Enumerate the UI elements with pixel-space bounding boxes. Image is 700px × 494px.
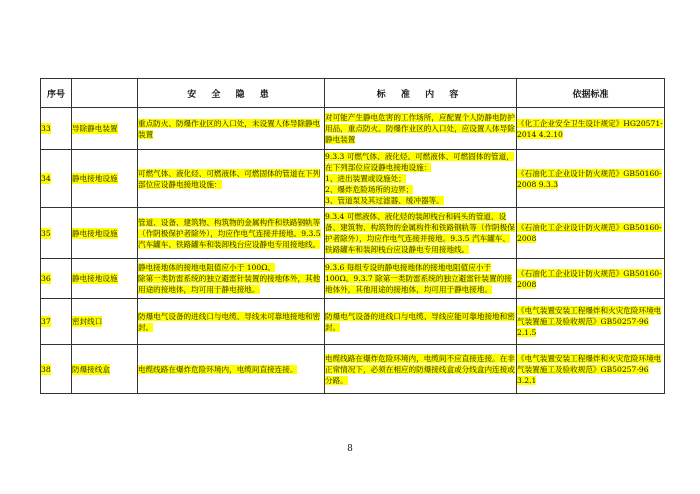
- row-standard-text: 对可能产生静电危害的工作场所，应配置个人防静电防护用品，重点防火、防爆作业区的入口处，应设置人体导除静电装置: [325, 113, 515, 144]
- row-hazard-text: 重点防火、防爆作业区的入口处，未设置人体导除静电装置: [138, 118, 321, 139]
- row-hazard-text-cell: [138, 208, 325, 259]
- row-hazard-text: 防爆电气设备的进线口与电缆、导线未可靠地接地和密封。: [138, 311, 321, 332]
- row-serial-number: 33: [41, 124, 51, 133]
- page-number: 8: [347, 444, 353, 454]
- row-basis-text-cell: [517, 150, 665, 208]
- row-item-name-cell: [72, 299, 138, 345]
- table-row: [41, 208, 665, 259]
- row-item-name: 密封线口: [72, 317, 103, 326]
- header-standard-content: 标 准 内 容: [325, 79, 517, 108]
- row-hazard-text: 静电接地体的接地电阻值应小于 100Ω。 除第一类防雷系统的独立避雷针装置的接地体外，其他用途的接地体，均可用于静电接地。: [138, 263, 321, 294]
- header-serial-number: 序号: [41, 79, 72, 108]
- row-serial-number-cell: [41, 150, 72, 208]
- row-hazard-text-cell: [138, 108, 325, 150]
- row-serial-number: 36: [41, 274, 51, 283]
- row-hazard-text-cell: [138, 150, 325, 208]
- row-serial-number-cell: [41, 259, 72, 299]
- row-serial-number: 34: [41, 174, 51, 183]
- row-basis-text-cell: [517, 108, 665, 150]
- row-hazard-text: 电缆线路在爆炸危险环境内，电缆间直接连接。: [138, 364, 298, 374]
- row-item-name-cell: [72, 208, 138, 259]
- row-standard-text-cell: [325, 208, 517, 259]
- row-standard-text: 防爆电气设备的进线口与电缆、导线应能可靠地接地和密封。: [325, 311, 515, 332]
- row-item-name-cell: [72, 345, 138, 394]
- row-item-name-cell: [72, 108, 138, 150]
- row-standard-text-cell: [325, 108, 517, 150]
- row-item-name: 静电接地设施: [72, 174, 118, 183]
- table-row: [41, 345, 665, 394]
- table-header-row: [41, 79, 665, 108]
- header-item-blank: [72, 79, 138, 108]
- row-basis-text-cell: [517, 259, 665, 299]
- row-item-name: 导除静电装置: [72, 124, 118, 133]
- header-safety-hazard: 安 全 隐 患: [138, 79, 325, 108]
- row-item-name: 静电接地设施: [72, 228, 118, 238]
- row-serial-number-cell: [41, 345, 72, 394]
- row-basis-text: 《电气装置安装工程爆炸和火灾危险环境电气装置施工及验收规范》GB50257-96 3.2.1: [517, 353, 662, 385]
- row-serial-number-cell: [41, 108, 72, 150]
- row-serial-number: 37: [41, 317, 51, 326]
- row-standard-text-cell: [325, 345, 517, 394]
- hazard-table: [40, 78, 665, 394]
- row-standard-text-cell: [325, 299, 517, 345]
- row-hazard-text-cell: [138, 299, 325, 345]
- table-row: [41, 108, 665, 150]
- row-basis-text-cell: [517, 208, 665, 259]
- row-basis-text: 《石油化工企业设计防火规范》GB50160-2008: [517, 223, 662, 243]
- row-basis-text: 《石油化工企业设计防火规范》GB50160-2008: [517, 268, 662, 289]
- row-serial-number: 35: [41, 228, 51, 238]
- row-serial-number-cell: [41, 299, 72, 345]
- row-hazard-text-cell: [138, 345, 325, 394]
- table-row: [41, 299, 665, 345]
- row-basis-text-cell: [517, 299, 665, 345]
- row-standard-text: 电缆线路在爆炸危险环境内，电缆间不应直接连接。在非正常情况下，必须在相应的防爆接线盒或分线盒内连接或分路。: [325, 353, 515, 385]
- row-basis-text-cell: [517, 345, 665, 394]
- table-row: [41, 150, 665, 208]
- row-serial-number-cell: [41, 208, 72, 259]
- row-serial-number: 38: [41, 364, 51, 374]
- header-basis-standard: 依据标准: [517, 79, 665, 108]
- table-row: [41, 259, 665, 299]
- row-basis-text: 《电气装置安装工程爆炸和火灾危险环境电气装置施工及验收规范》GB50257-96 2.1.5: [517, 306, 662, 337]
- row-item-name-cell: [72, 150, 138, 208]
- row-basis-text: 《化工企业安全卫生设计规定》HG20571-2014 4.2.10: [517, 118, 663, 139]
- row-item-name: 静电接地设施: [72, 274, 118, 283]
- row-item-name-cell: [72, 259, 138, 299]
- row-basis-text: 《石油化工企业设计防火规范》GB50160-2008 9.3.3: [517, 168, 662, 189]
- row-hazard-text: 管道、设备、建筑物、构筑物的金属构件和铁路钢轨等（作阴极保护者除外），均应作电气连接并接地。9.3.5 汽车罐车、铁路罐车和装卸栈台应设静电专用接地线。: [138, 217, 321, 249]
- row-standard-text-cell: [325, 150, 517, 208]
- row-standard-text: 9.3.3 可燃气体、液化烃、可燃液体、可燃固体的管道，在下列部位应设静电接地设施： 1、进出装置或设施处； 2、爆炸危险场所的边界； 3、管道泵及其过滤器、缓冲器等。: [325, 152, 514, 205]
- row-hazard-text: 可燃气体、液化烃、可燃液体、可燃固体的管道在下列部位应设静电接地设施：: [138, 168, 321, 189]
- hazard-table-body: [41, 108, 665, 394]
- row-hazard-text-cell: [138, 259, 325, 299]
- row-standard-text: 9.3.6 每组专设的静电接地体的接地电阻值应小于100Ω。9.3.7 除第一类防雷系统的独立避雷针装置的接地体外，其他用途的接地体，均可用于静电接地。: [325, 263, 512, 294]
- row-standard-text-cell: [325, 259, 517, 299]
- row-item-name: 防爆接线盒: [72, 364, 110, 374]
- row-standard-text: 9.3.4 可燃液体、液化烃的装卸栈台和码头的管道、设备、建筑物、构筑物的金属构件和铁路钢轨等（作阴极保护者除外），均应作电气连接并接地。9.3.5 汽车罐车、铁路罐车和装卸栈台应设静电专用接地线。: [325, 212, 515, 254]
